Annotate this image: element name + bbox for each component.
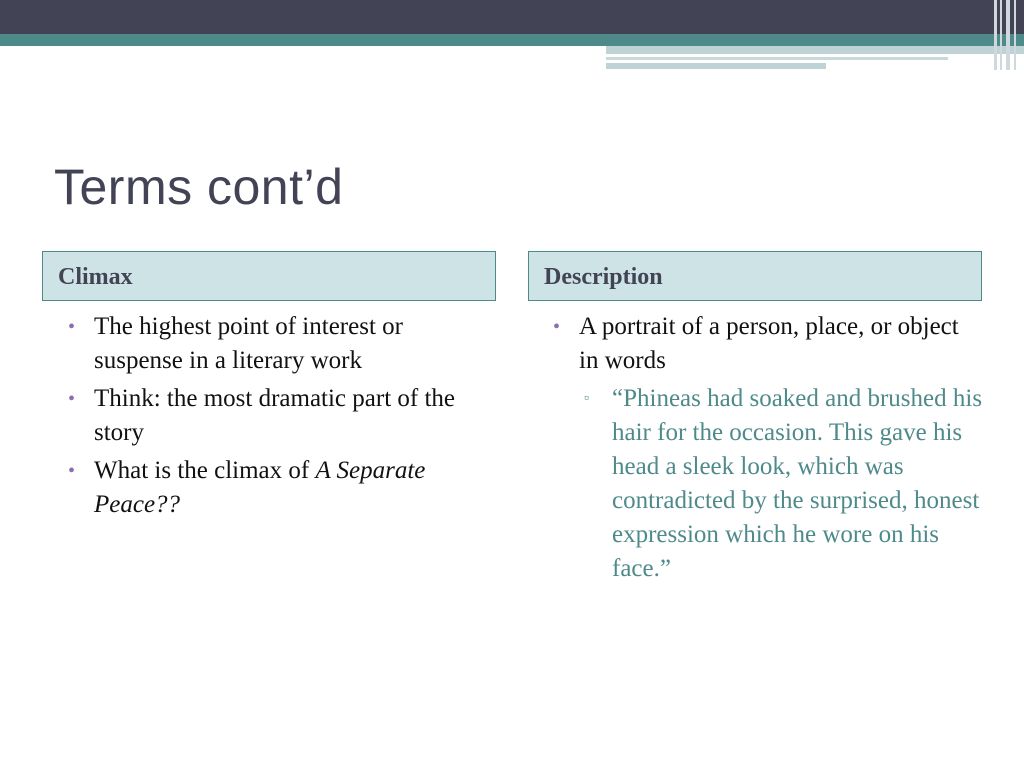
description-bullet-list xyxy=(553,310,983,590)
list-item-text: The highest point of interest or suspense in a literary work xyxy=(94,313,403,374)
header-band-teal xyxy=(0,34,1024,46)
description-header: Description xyxy=(528,251,982,301)
climax-bullet-list xyxy=(68,310,488,526)
list-item-text: Think: the most dramatic part of the story xyxy=(94,385,456,446)
slide-title: Terms cont’d xyxy=(54,159,344,215)
list-item xyxy=(68,382,488,450)
book-title-italic: A Separate Peace?? xyxy=(94,457,426,518)
bullet-icon: • xyxy=(68,316,76,338)
header-corner-stripes xyxy=(990,0,1024,70)
square-bullet-icon: ▫ xyxy=(584,391,589,406)
description-sub-list xyxy=(579,382,983,586)
header-line-accent-2 xyxy=(606,63,826,69)
header-band-dark xyxy=(0,0,1024,34)
list-item xyxy=(68,454,488,522)
list-item-text: What is the climax of xyxy=(94,457,316,484)
bullet-icon: • xyxy=(553,316,561,338)
list-item xyxy=(553,310,983,586)
bullet-icon: • xyxy=(68,388,76,410)
header-line-accent xyxy=(606,57,948,60)
bullet-icon: • xyxy=(68,460,76,482)
list-item-text: A portrait of a person, place, or object in words xyxy=(579,313,959,374)
climax-header: Climax xyxy=(42,251,496,301)
quote-item xyxy=(579,382,983,586)
list-item xyxy=(68,310,488,378)
header-band-accent xyxy=(606,46,1024,54)
quote-text: “Phineas had soaked and brushed his hair for the occasion. This gave his head a sleek look, which was contradicted by the surprised, honest expression which he wore on his face.” xyxy=(612,385,983,582)
